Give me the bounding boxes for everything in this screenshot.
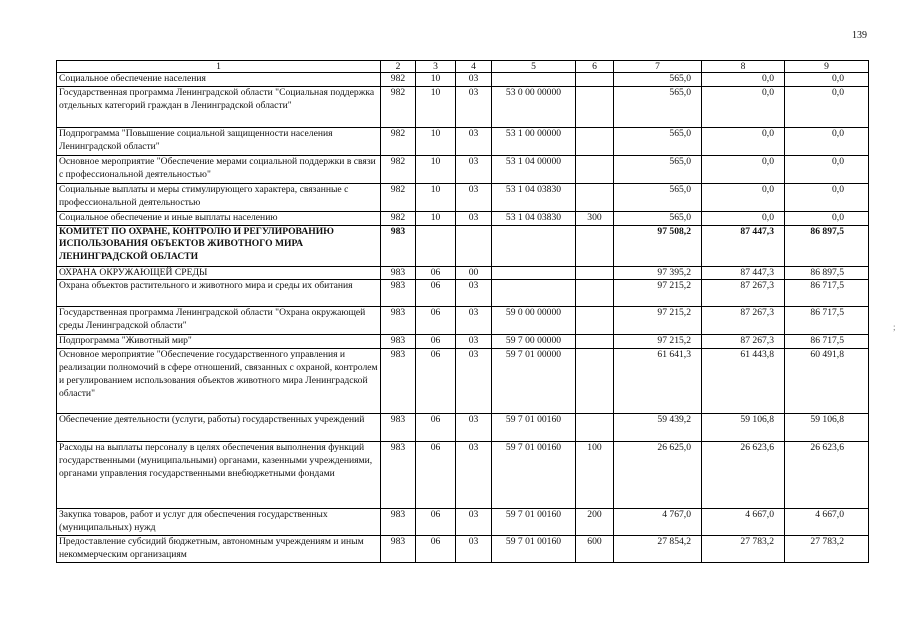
table-row xyxy=(57,335,869,349)
cell-section: 10 xyxy=(416,73,456,87)
cell-section xyxy=(416,225,456,266)
cell-amount-col9: 0,0 xyxy=(785,183,869,211)
cell-ministry-code: 983 xyxy=(381,266,416,280)
cell-amount-col9: 86 717,5 xyxy=(785,307,869,335)
cell-target-article: 53 1 04 03830 xyxy=(492,183,576,211)
column-number-row xyxy=(57,61,869,73)
row-name: Государственная программа Ленинградской области "Охрана окружающей среды Ленинградской области" xyxy=(57,307,381,335)
cell-subsection: 03 xyxy=(456,86,492,127)
cell-ministry-code: 983 xyxy=(381,536,416,563)
cell-expense-type xyxy=(576,266,614,280)
cell-section: 06 xyxy=(416,307,456,335)
cell-amount-col7: 565,0 xyxy=(614,211,702,225)
row-name: Подпрограмма "Повышение социальной защищенности населения Ленинградской области" xyxy=(57,127,381,155)
cell-target-article: 53 1 04 03830 xyxy=(492,211,576,225)
cell-subsection: 03 xyxy=(456,349,492,414)
cell-amount-col9: 86 717,5 xyxy=(785,280,869,307)
cell-amount-col9: 86 897,5 xyxy=(785,266,869,280)
cell-expense-type xyxy=(576,280,614,307)
cell-expense-type xyxy=(576,183,614,211)
cell-subsection: 03 xyxy=(456,183,492,211)
row-name: Социальное обеспечение населения xyxy=(57,73,381,87)
cell-section: 06 xyxy=(416,414,456,442)
row-name: Социальные выплаты и меры стимулирующего характера, связанные с профессиональной деятельностью xyxy=(57,183,381,211)
cell-target-article xyxy=(492,73,576,87)
row-name: Расходы на выплаты персоналу в целях обеспечения выполнения функций государственными (муниципальными) органами, казенными учреждениями, органами управления государственными внебюджетными фондами xyxy=(57,442,381,509)
cell-ministry-code: 983 xyxy=(381,307,416,335)
cell-ministry-code: 982 xyxy=(381,127,416,155)
cell-target-article: 59 7 01 00160 xyxy=(492,509,576,536)
column-number: 5 xyxy=(492,61,576,73)
cell-amount-col7: 97 215,2 xyxy=(614,307,702,335)
cell-amount-col8: 0,0 xyxy=(702,127,785,155)
cell-expense-type xyxy=(576,155,614,183)
row-name: Охрана объектов растительного и животного мира и среды их обитания xyxy=(57,280,381,307)
cell-expense-type xyxy=(576,127,614,155)
cell-amount-col8: 59 106,8 xyxy=(702,414,785,442)
cell-ministry-code: 983 xyxy=(381,335,416,349)
cell-expense-type: 600 xyxy=(576,536,614,563)
cell-amount-col9: 86 717,5 xyxy=(785,335,869,349)
cell-amount-col8: 61 443,8 xyxy=(702,349,785,414)
cell-ministry-code: 983 xyxy=(381,414,416,442)
cell-amount-col9: 59 106,8 xyxy=(785,414,869,442)
cell-target-article xyxy=(492,225,576,266)
cell-amount-col7: 4 767,0 xyxy=(614,509,702,536)
cell-amount-col8: 0,0 xyxy=(702,86,785,127)
cell-amount-col8: 26 623,6 xyxy=(702,442,785,509)
cell-amount-col7: 565,0 xyxy=(614,86,702,127)
cell-target-article: 59 7 01 00160 xyxy=(492,414,576,442)
column-number: 1 xyxy=(57,61,381,73)
cell-ministry-code: 982 xyxy=(381,183,416,211)
row-name: КОМИТЕТ ПО ОХРАНЕ, КОНТРОЛЮ И РЕГУЛИРОВАНИЮ ИСПОЛЬЗОВАНИЯ ОБЪЕКТОВ ЖИВОТНОГО МИРА ЛЕНИНГРАДСКОЙ ОБЛАСТИ xyxy=(57,225,381,266)
margin-mark: ; xyxy=(893,322,896,332)
cell-subsection: 03 xyxy=(456,307,492,335)
cell-ministry-code: 983 xyxy=(381,442,416,509)
column-number: 4 xyxy=(456,61,492,73)
table-row xyxy=(57,127,869,155)
cell-subsection: 03 xyxy=(456,127,492,155)
table-row xyxy=(57,183,869,211)
table-row xyxy=(57,155,869,183)
cell-subsection: 03 xyxy=(456,155,492,183)
table-row xyxy=(57,414,869,442)
cell-target-article xyxy=(492,280,576,307)
cell-amount-col8: 0,0 xyxy=(702,73,785,87)
table-row xyxy=(57,536,869,563)
row-name: Закупка товаров, работ и услуг для обеспечения государственных (муниципальных) нужд xyxy=(57,509,381,536)
cell-subsection: 03 xyxy=(456,442,492,509)
row-name: Основное мероприятие "Обеспечение государственного управления и реализации полномочий в сфере отношений, связанных с охраной, контролем и регулированием использования объектов животного мира Ленинградской области" xyxy=(57,349,381,414)
cell-amount-col8: 87 267,3 xyxy=(702,307,785,335)
cell-section: 06 xyxy=(416,335,456,349)
column-number: 8 xyxy=(702,61,785,73)
cell-amount-col8: 0,0 xyxy=(702,155,785,183)
cell-amount-col7: 97 215,2 xyxy=(614,280,702,307)
table-row xyxy=(57,307,869,335)
cell-amount-col9: 0,0 xyxy=(785,86,869,127)
cell-section: 10 xyxy=(416,155,456,183)
cell-ministry-code: 982 xyxy=(381,73,416,87)
table-row xyxy=(57,86,869,127)
cell-amount-col8: 87 447,3 xyxy=(702,266,785,280)
cell-amount-col8: 0,0 xyxy=(702,183,785,211)
page-number: 139 xyxy=(852,30,867,41)
cell-target-article: 59 7 01 00000 xyxy=(492,349,576,414)
cell-section: 06 xyxy=(416,266,456,280)
cell-section: 06 xyxy=(416,349,456,414)
cell-amount-col8: 87 447,3 xyxy=(702,225,785,266)
cell-amount-col7: 97 395,2 xyxy=(614,266,702,280)
cell-amount-col9: 0,0 xyxy=(785,127,869,155)
cell-subsection: 03 xyxy=(456,73,492,87)
cell-ministry-code: 982 xyxy=(381,155,416,183)
table-row xyxy=(57,211,869,225)
table-row xyxy=(57,266,869,280)
cell-section: 10 xyxy=(416,183,456,211)
cell-target-article: 53 0 00 00000 xyxy=(492,86,576,127)
cell-amount-col7: 565,0 xyxy=(614,183,702,211)
row-name: ОХРАНА ОКРУЖАЮЩЕЙ СРЕДЫ xyxy=(57,266,381,280)
cell-section: 10 xyxy=(416,86,456,127)
cell-section: 06 xyxy=(416,509,456,536)
cell-section: 06 xyxy=(416,536,456,563)
table-row xyxy=(57,280,869,307)
cell-amount-col7: 27 854,2 xyxy=(614,536,702,563)
cell-section: 10 xyxy=(416,127,456,155)
cell-expense-type xyxy=(576,225,614,266)
cell-target-article: 59 7 01 00160 xyxy=(492,442,576,509)
cell-expense-type xyxy=(576,307,614,335)
cell-expense-type xyxy=(576,335,614,349)
cell-target-article: 59 0 00 00000 xyxy=(492,307,576,335)
cell-amount-col9: 86 897,5 xyxy=(785,225,869,266)
row-name: Государственная программа Ленинградской области "Социальная поддержка отдельных категорий граждан в Ленинградской области" xyxy=(57,86,381,127)
cell-amount-col8: 4 667,0 xyxy=(702,509,785,536)
column-number: 7 xyxy=(614,61,702,73)
row-name: Обеспечение деятельности (услуги, работы) государственных учреждений xyxy=(57,414,381,442)
cell-expense-type xyxy=(576,86,614,127)
table-row xyxy=(57,349,869,414)
table-row xyxy=(57,225,869,266)
cell-amount-col9: 0,0 xyxy=(785,211,869,225)
cell-amount-col7: 26 625,0 xyxy=(614,442,702,509)
cell-amount-col7: 59 439,2 xyxy=(614,414,702,442)
cell-target-article: 53 1 04 00000 xyxy=(492,155,576,183)
cell-section: 06 xyxy=(416,442,456,509)
cell-ministry-code: 983 xyxy=(381,280,416,307)
cell-subsection: 00 xyxy=(456,266,492,280)
cell-amount-col9: 26 623,6 xyxy=(785,442,869,509)
table-row xyxy=(57,509,869,536)
cell-amount-col9: 27 783,2 xyxy=(785,536,869,563)
column-number: 3 xyxy=(416,61,456,73)
cell-expense-type xyxy=(576,414,614,442)
cell-amount-col7: 565,0 xyxy=(614,127,702,155)
row-name: Предоставление субсидий бюджетным, автономным учреждениям и иным некоммерческим организациям xyxy=(57,536,381,563)
cell-subsection: 03 xyxy=(456,509,492,536)
cell-expense-type xyxy=(576,73,614,87)
cell-section: 06 xyxy=(416,280,456,307)
cell-amount-col7: 97 508,2 xyxy=(614,225,702,266)
cell-subsection: 03 xyxy=(456,280,492,307)
column-number: 6 xyxy=(576,61,614,73)
budget-table xyxy=(56,60,869,563)
table-row xyxy=(57,442,869,509)
cell-amount-col9: 4 667,0 xyxy=(785,509,869,536)
column-number: 9 xyxy=(785,61,869,73)
cell-expense-type: 200 xyxy=(576,509,614,536)
cell-ministry-code: 982 xyxy=(381,86,416,127)
cell-ministry-code: 982 xyxy=(381,211,416,225)
cell-subsection xyxy=(456,225,492,266)
cell-subsection: 03 xyxy=(456,414,492,442)
cell-amount-col8: 87 267,3 xyxy=(702,280,785,307)
cell-target-article: 53 1 00 00000 xyxy=(492,127,576,155)
cell-subsection: 03 xyxy=(456,536,492,563)
cell-amount-col8: 27 783,2 xyxy=(702,536,785,563)
cell-ministry-code: 983 xyxy=(381,225,416,266)
cell-expense-type: 100 xyxy=(576,442,614,509)
cell-target-article: 59 7 01 00160 xyxy=(492,536,576,563)
cell-target-article xyxy=(492,266,576,280)
row-name: Подпрограмма "Животный мир" xyxy=(57,335,381,349)
cell-ministry-code: 983 xyxy=(381,349,416,414)
cell-amount-col7: 565,0 xyxy=(614,73,702,87)
row-name: Основное мероприятие "Обеспечение мерами социальной поддержки в связи с профессиональной деятельностью" xyxy=(57,155,381,183)
cell-subsection: 03 xyxy=(456,211,492,225)
cell-expense-type xyxy=(576,349,614,414)
cell-amount-col8: 87 267,3 xyxy=(702,335,785,349)
cell-amount-col9: 60 491,8 xyxy=(785,349,869,414)
cell-amount-col7: 61 641,3 xyxy=(614,349,702,414)
cell-amount-col7: 565,0 xyxy=(614,155,702,183)
cell-amount-col9: 0,0 xyxy=(785,155,869,183)
cell-expense-type: 300 xyxy=(576,211,614,225)
table-row xyxy=(57,73,869,87)
cell-section: 10 xyxy=(416,211,456,225)
cell-amount-col9: 0,0 xyxy=(785,73,869,87)
row-name: Социальное обеспечение и иные выплаты населению xyxy=(57,211,381,225)
cell-subsection: 03 xyxy=(456,335,492,349)
cell-amount-col8: 0,0 xyxy=(702,211,785,225)
column-number: 2 xyxy=(381,61,416,73)
cell-ministry-code: 983 xyxy=(381,509,416,536)
cell-target-article: 59 7 00 00000 xyxy=(492,335,576,349)
cell-amount-col7: 97 215,2 xyxy=(614,335,702,349)
